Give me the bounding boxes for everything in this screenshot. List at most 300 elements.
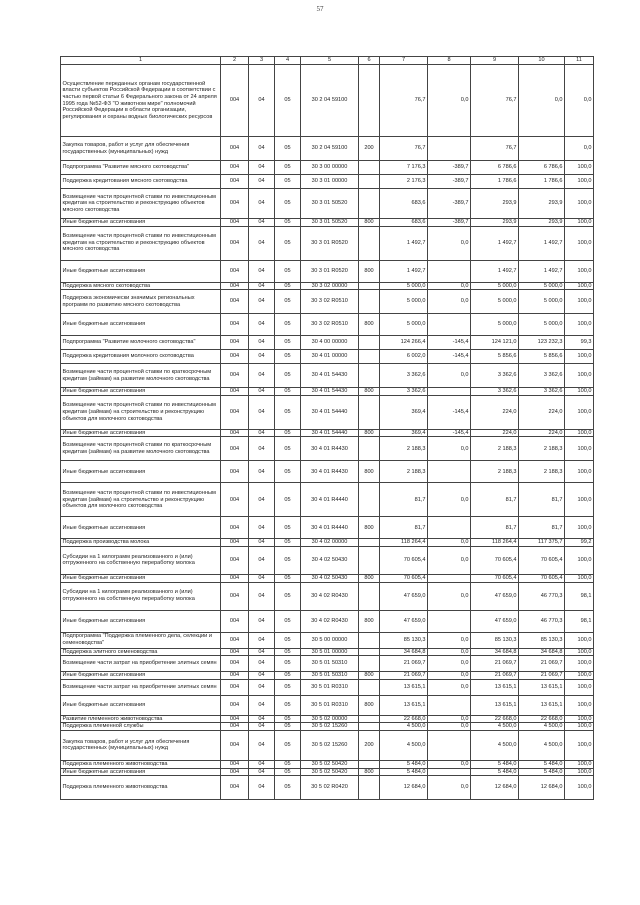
cell-col-9: 124 121,0 [471, 336, 519, 350]
cell-col-2: 004 [221, 760, 249, 768]
table-row [61, 137, 594, 161]
table-row [61, 161, 594, 175]
cell-col-6: 800 [359, 260, 380, 282]
cell-col-8 [428, 260, 471, 282]
cell-col-8 [428, 517, 471, 539]
cell-col-8: 0,0 [428, 282, 471, 290]
cell-col-10: 224,0 [519, 395, 565, 429]
cell-col-3: 04 [249, 723, 275, 731]
table-row [61, 656, 594, 672]
cell-col-11: 100,0 [565, 648, 594, 656]
cell-col-3: 04 [249, 161, 275, 175]
cell-col-8: -389,7 [428, 219, 471, 227]
cell-col-5: 30 4 01 54440 [301, 429, 359, 437]
cell-col-3: 04 [249, 314, 275, 336]
cell-col-10: 81,7 [519, 517, 565, 539]
row-name-cell: Развитие племенного животноводства [61, 715, 221, 723]
table-row [61, 483, 594, 517]
cell-col-11: 100,0 [565, 517, 594, 539]
cell-col-4: 05 [275, 730, 301, 760]
cell-col-9: 13 615,1 [471, 679, 519, 695]
cell-col-3: 04 [249, 336, 275, 350]
cell-col-4: 05 [275, 768, 301, 776]
cell-col-5: 30 5 01 R0310 [301, 679, 359, 695]
cell-col-9: 293,9 [471, 189, 519, 219]
cell-col-8: 0,0 [428, 656, 471, 672]
cell-col-4: 05 [275, 610, 301, 632]
row-name-cell: Иные бюджетные ассигнования [61, 260, 221, 282]
cell-col-11: 100,0 [565, 260, 594, 282]
cell-col-2: 004 [221, 189, 249, 219]
column-header-6: 6 [359, 57, 380, 65]
cell-col-10: 4 500,0 [519, 723, 565, 731]
row-name-cell: Возмещение части процентной ставки по краткосрочным кредитам (займам) на развитие молочного скотоводства [61, 364, 221, 388]
cell-col-7: 4 500,0 [380, 723, 428, 731]
cell-col-5: 30 4 01 R4440 [301, 517, 359, 539]
cell-col-6 [359, 483, 380, 517]
cell-col-7: 76,7 [380, 137, 428, 161]
cell-col-6: 800 [359, 574, 380, 582]
cell-col-8: 0,0 [428, 226, 471, 260]
cell-col-3: 04 [249, 695, 275, 715]
cell-col-5: 30 5 02 15260 [301, 723, 359, 731]
cell-col-6: 800 [359, 429, 380, 437]
header-row [61, 57, 594, 65]
cell-col-10: 5 000,0 [519, 314, 565, 336]
cell-col-3: 04 [249, 388, 275, 396]
cell-col-11: 100,0 [565, 437, 594, 461]
cell-col-5: 30 3 02 R0510 [301, 290, 359, 314]
row-name-cell: Возмещение части процентной ставки по инвестиционным кредитам (займам) на строительство и реконструкцию объектов для молочного скотоводства [61, 483, 221, 517]
cell-col-5: 30 5 00 00000 [301, 632, 359, 648]
cell-col-5: 30 3 01 00000 [301, 175, 359, 189]
cell-col-2: 004 [221, 776, 249, 800]
cell-col-8: 0,0 [428, 364, 471, 388]
table-row [61, 219, 594, 227]
cell-col-10: 5 000,0 [519, 290, 565, 314]
cell-col-2: 004 [221, 226, 249, 260]
table-row [61, 632, 594, 648]
cell-col-9: 2 188,3 [471, 437, 519, 461]
cell-col-7: 2 188,3 [380, 461, 428, 483]
cell-col-3: 04 [249, 776, 275, 800]
cell-col-11: 0,0 [565, 65, 594, 137]
cell-col-9: 76,7 [471, 65, 519, 137]
cell-col-9: 224,0 [471, 395, 519, 429]
table-row [61, 610, 594, 632]
cell-col-10: 21 069,7 [519, 672, 565, 680]
cell-col-6: 800 [359, 517, 380, 539]
cell-col-6: 800 [359, 610, 380, 632]
table-row [61, 290, 594, 314]
row-name-cell: Поддержка мясного скотоводства [61, 282, 221, 290]
cell-col-11: 100,0 [565, 189, 594, 219]
cell-col-6 [359, 65, 380, 137]
table-row [61, 282, 594, 290]
cell-col-4: 05 [275, 679, 301, 695]
cell-col-11: 100,0 [565, 730, 594, 760]
cell-col-7: 81,7 [380, 517, 428, 539]
cell-col-3: 04 [249, 395, 275, 429]
row-name-cell: Возмещение части затрат на приобретение элитных семян [61, 679, 221, 695]
cell-col-5: 30 3 02 R0510 [301, 314, 359, 336]
cell-col-3: 04 [249, 730, 275, 760]
cell-col-5: 30 5 02 R0420 [301, 776, 359, 800]
cell-col-5: 30 5 02 15260 [301, 730, 359, 760]
cell-col-3: 04 [249, 189, 275, 219]
cell-col-4: 05 [275, 364, 301, 388]
cell-col-2: 004 [221, 219, 249, 227]
cell-col-2: 004 [221, 388, 249, 396]
cell-col-7: 47 659,0 [380, 582, 428, 610]
row-name-cell: Подпрограмма "Развитие молочного скотоводства" [61, 336, 221, 350]
cell-col-10: 21 069,7 [519, 656, 565, 672]
cell-col-11: 100,0 [565, 175, 594, 189]
cell-col-5: 30 2 04 59100 [301, 137, 359, 161]
row-name-cell: Поддержка кредитования мясного скотоводства [61, 175, 221, 189]
cell-col-10: 5 856,6 [519, 350, 565, 364]
cell-col-9: 4 500,0 [471, 723, 519, 731]
cell-col-11: 100,0 [565, 656, 594, 672]
table-row [61, 539, 594, 547]
cell-col-4: 05 [275, 656, 301, 672]
cell-col-8 [428, 388, 471, 396]
cell-col-4: 05 [275, 715, 301, 723]
cell-col-7: 70 605,4 [380, 546, 428, 574]
cell-col-10: 293,9 [519, 189, 565, 219]
cell-col-3: 04 [249, 574, 275, 582]
column-header-10: 10 [519, 57, 565, 65]
cell-col-10: 12 684,0 [519, 776, 565, 800]
cell-col-10: 5 484,0 [519, 760, 565, 768]
cell-col-2: 004 [221, 695, 249, 715]
cell-col-11: 100,0 [565, 350, 594, 364]
cell-col-9: 5 856,6 [471, 350, 519, 364]
cell-col-8: 0,0 [428, 760, 471, 768]
cell-col-6: 800 [359, 768, 380, 776]
cell-col-9: 6 786,6 [471, 161, 519, 175]
cell-col-3: 04 [249, 610, 275, 632]
cell-col-4: 05 [275, 137, 301, 161]
cell-col-3: 04 [249, 760, 275, 768]
cell-col-8 [428, 314, 471, 336]
row-name-cell: Поддержка производства молока [61, 539, 221, 547]
cell-col-6 [359, 546, 380, 574]
column-header-2: 2 [221, 57, 249, 65]
table-body [61, 65, 594, 800]
cell-col-6: 800 [359, 314, 380, 336]
row-name-cell: Иные бюджетные ассигнования [61, 695, 221, 715]
cell-col-3: 04 [249, 517, 275, 539]
cell-col-9: 3 362,6 [471, 388, 519, 396]
row-name-cell: Иные бюджетные ассигнования [61, 610, 221, 632]
cell-col-6 [359, 437, 380, 461]
cell-col-4: 05 [275, 582, 301, 610]
row-name-cell: Возмещение части процентной ставки по инвестиционным кредитам (займам) на строительство и реконструкцию объектов для молочного скотоводства [61, 395, 221, 429]
cell-col-6: 200 [359, 137, 380, 161]
cell-col-6: 800 [359, 695, 380, 715]
cell-col-11: 100,0 [565, 290, 594, 314]
table-row [61, 776, 594, 800]
cell-col-6 [359, 656, 380, 672]
cell-col-8 [428, 574, 471, 582]
cell-col-10: 117 375,7 [519, 539, 565, 547]
table-row [61, 517, 594, 539]
cell-col-2: 004 [221, 175, 249, 189]
table-row [61, 65, 594, 137]
cell-col-11: 100,0 [565, 546, 594, 574]
cell-col-11: 100,0 [565, 483, 594, 517]
cell-col-9: 5 000,0 [471, 290, 519, 314]
cell-col-2: 004 [221, 632, 249, 648]
cell-col-2: 004 [221, 672, 249, 680]
cell-col-9: 13 615,1 [471, 695, 519, 715]
cell-col-11: 100,0 [565, 768, 594, 776]
cell-col-4: 05 [275, 437, 301, 461]
cell-col-7: 22 668,0 [380, 715, 428, 723]
cell-col-6 [359, 395, 380, 429]
cell-col-4: 05 [275, 260, 301, 282]
cell-col-5: 30 3 02 00000 [301, 282, 359, 290]
row-name-cell: Возмещение части процентной ставки по инвестиционным кредитам на строительство и реконструкцию объектов мясного скотоводства [61, 226, 221, 260]
cell-col-5: 30 4 02 50430 [301, 574, 359, 582]
table-row [61, 260, 594, 282]
cell-col-5: 30 3 01 R0520 [301, 226, 359, 260]
cell-col-6 [359, 290, 380, 314]
cell-col-8: -145,4 [428, 429, 471, 437]
cell-col-2: 004 [221, 679, 249, 695]
cell-col-10: 6 786,6 [519, 161, 565, 175]
table-row [61, 695, 594, 715]
column-header-11: 11 [565, 57, 594, 65]
table-row [61, 388, 594, 396]
cell-col-9: 85 130,3 [471, 632, 519, 648]
cell-col-11: 99,3 [565, 336, 594, 350]
cell-col-11: 100,0 [565, 314, 594, 336]
cell-col-9: 3 362,6 [471, 364, 519, 388]
cell-col-10: 81,7 [519, 483, 565, 517]
cell-col-5: 30 4 02 R0430 [301, 582, 359, 610]
cell-col-8: 0,0 [428, 672, 471, 680]
row-name-cell: Иные бюджетные ассигнования [61, 574, 221, 582]
table-row [61, 582, 594, 610]
cell-col-10 [519, 137, 565, 161]
row-name-cell: Возмещение части процентной ставки по инвестиционным кредитам на строительство и реконструкцию объектов мясного скотоводства [61, 189, 221, 219]
cell-col-7: 5 000,0 [380, 314, 428, 336]
cell-col-9: 12 684,0 [471, 776, 519, 800]
row-name-cell: Иные бюджетные ассигнования [61, 672, 221, 680]
cell-col-11: 98,1 [565, 610, 594, 632]
cell-col-11: 99,2 [565, 539, 594, 547]
cell-col-6 [359, 189, 380, 219]
cell-col-7: 3 362,6 [380, 388, 428, 396]
cell-col-5: 30 5 01 50310 [301, 672, 359, 680]
table-row [61, 679, 594, 695]
cell-col-7: 4 500,0 [380, 730, 428, 760]
cell-col-3: 04 [249, 582, 275, 610]
cell-col-5: 30 4 02 50430 [301, 546, 359, 574]
cell-col-3: 04 [249, 632, 275, 648]
cell-col-11: 100,0 [565, 364, 594, 388]
cell-col-2: 004 [221, 336, 249, 350]
cell-col-10: 46 770,3 [519, 610, 565, 632]
cell-col-2: 004 [221, 715, 249, 723]
table-row [61, 336, 594, 350]
cell-col-5: 30 5 02 00000 [301, 715, 359, 723]
cell-col-8: -389,7 [428, 189, 471, 219]
cell-col-5: 30 4 01 54440 [301, 395, 359, 429]
cell-col-7: 7 176,3 [380, 161, 428, 175]
cell-col-9: 224,0 [471, 429, 519, 437]
table-row [61, 574, 594, 582]
cell-col-5: 30 5 02 50420 [301, 760, 359, 768]
cell-col-11: 98,1 [565, 582, 594, 610]
cell-col-7: 13 615,1 [380, 679, 428, 695]
cell-col-9: 5 484,0 [471, 760, 519, 768]
cell-col-4: 05 [275, 395, 301, 429]
cell-col-9: 34 684,8 [471, 648, 519, 656]
cell-col-9: 47 659,0 [471, 610, 519, 632]
table-row [61, 672, 594, 680]
cell-col-6 [359, 679, 380, 695]
cell-col-2: 004 [221, 648, 249, 656]
cell-col-9: 1 492,7 [471, 260, 519, 282]
cell-col-9: 2 188,3 [471, 461, 519, 483]
cell-col-7: 683,6 [380, 219, 428, 227]
cell-col-4: 05 [275, 695, 301, 715]
cell-col-8: 0,0 [428, 723, 471, 731]
cell-col-10: 70 605,4 [519, 546, 565, 574]
cell-col-5: 30 5 02 50420 [301, 768, 359, 776]
cell-col-3: 04 [249, 137, 275, 161]
cell-col-6: 800 [359, 461, 380, 483]
table-row [61, 715, 594, 723]
cell-col-11: 100,0 [565, 723, 594, 731]
cell-col-4: 05 [275, 539, 301, 547]
cell-col-11: 100,0 [565, 429, 594, 437]
table-row [61, 350, 594, 364]
cell-col-2: 004 [221, 364, 249, 388]
row-name-cell: Субсидии на 1 килограмм реализованного и (или) отгруженного на собственную переработку молока [61, 582, 221, 610]
cell-col-4: 05 [275, 429, 301, 437]
cell-col-11: 100,0 [565, 776, 594, 800]
table-row [61, 760, 594, 768]
cell-col-9: 70 605,4 [471, 574, 519, 582]
cell-col-10: 1 492,7 [519, 226, 565, 260]
cell-col-10: 13 615,1 [519, 695, 565, 715]
cell-col-9: 21 069,7 [471, 672, 519, 680]
cell-col-4: 05 [275, 65, 301, 137]
cell-col-4: 05 [275, 336, 301, 350]
cell-col-2: 004 [221, 574, 249, 582]
cell-col-2: 004 [221, 517, 249, 539]
cell-col-11: 100,0 [565, 161, 594, 175]
cell-col-9: 4 500,0 [471, 730, 519, 760]
cell-col-6 [359, 161, 380, 175]
cell-col-8: 0,0 [428, 483, 471, 517]
cell-col-3: 04 [249, 282, 275, 290]
cell-col-11: 100,0 [565, 679, 594, 695]
cell-col-5: 30 4 01 R4430 [301, 461, 359, 483]
cell-col-5: 30 3 01 50520 [301, 219, 359, 227]
cell-col-6 [359, 336, 380, 350]
cell-col-2: 004 [221, 539, 249, 547]
cell-col-10: 1 492,7 [519, 260, 565, 282]
cell-col-9: 1 786,6 [471, 175, 519, 189]
cell-col-10: 4 500,0 [519, 730, 565, 760]
table-row [61, 364, 594, 388]
column-header-5: 5 [301, 57, 359, 65]
cell-col-6 [359, 582, 380, 610]
cell-col-9: 76,7 [471, 137, 519, 161]
cell-col-3: 04 [249, 483, 275, 517]
cell-col-7: 3 362,6 [380, 364, 428, 388]
cell-col-4: 05 [275, 189, 301, 219]
table-row [61, 730, 594, 760]
cell-col-10: 2 188,3 [519, 461, 565, 483]
cell-col-4: 05 [275, 517, 301, 539]
cell-col-4: 05 [275, 723, 301, 731]
row-name-cell: Закупка товаров, работ и услуг для обеспечения государственных (муниципальных) нужд [61, 137, 221, 161]
cell-col-7: 34 684,8 [380, 648, 428, 656]
cell-col-7: 683,6 [380, 189, 428, 219]
cell-col-7: 5 484,0 [380, 768, 428, 776]
row-name-cell: Иные бюджетные ассигнования [61, 461, 221, 483]
cell-col-10: 5 000,0 [519, 282, 565, 290]
cell-col-6 [359, 648, 380, 656]
cell-col-5: 30 4 01 R4440 [301, 483, 359, 517]
cell-col-9: 81,7 [471, 517, 519, 539]
cell-col-7: 1 492,7 [380, 226, 428, 260]
cell-col-9: 5 484,0 [471, 768, 519, 776]
cell-col-6 [359, 364, 380, 388]
table-row [61, 768, 594, 776]
cell-col-11: 100,0 [565, 226, 594, 260]
cell-col-5: 30 5 01 50310 [301, 656, 359, 672]
cell-col-4: 05 [275, 461, 301, 483]
table-row [61, 437, 594, 461]
cell-col-4: 05 [275, 632, 301, 648]
cell-col-6 [359, 760, 380, 768]
cell-col-7: 2 176,3 [380, 175, 428, 189]
cell-col-3: 04 [249, 437, 275, 461]
cell-col-9: 118 264,4 [471, 539, 519, 547]
row-name-cell: Иные бюджетные ассигнования [61, 314, 221, 336]
cell-col-9: 22 668,0 [471, 715, 519, 723]
cell-col-7: 6 002,0 [380, 350, 428, 364]
cell-col-2: 004 [221, 260, 249, 282]
row-name-cell: Поддержка кредитования молочного скотоводства [61, 350, 221, 364]
cell-col-3: 04 [249, 175, 275, 189]
cell-col-5: 30 5 01 R0310 [301, 695, 359, 715]
cell-col-2: 004 [221, 65, 249, 137]
cell-col-5: 30 4 02 00000 [301, 539, 359, 547]
cell-col-2: 004 [221, 350, 249, 364]
cell-col-7: 124 266,4 [380, 336, 428, 350]
cell-col-11: 100,0 [565, 219, 594, 227]
cell-col-6 [359, 632, 380, 648]
cell-col-6: 800 [359, 219, 380, 227]
cell-col-11: 100,0 [565, 695, 594, 715]
cell-col-11: 100,0 [565, 461, 594, 483]
column-header-3: 3 [249, 57, 275, 65]
cell-col-9: 47 659,0 [471, 582, 519, 610]
cell-col-2: 004 [221, 461, 249, 483]
cell-col-7: 76,7 [380, 65, 428, 137]
cell-col-4: 05 [275, 776, 301, 800]
cell-col-6 [359, 776, 380, 800]
cell-col-4: 05 [275, 219, 301, 227]
